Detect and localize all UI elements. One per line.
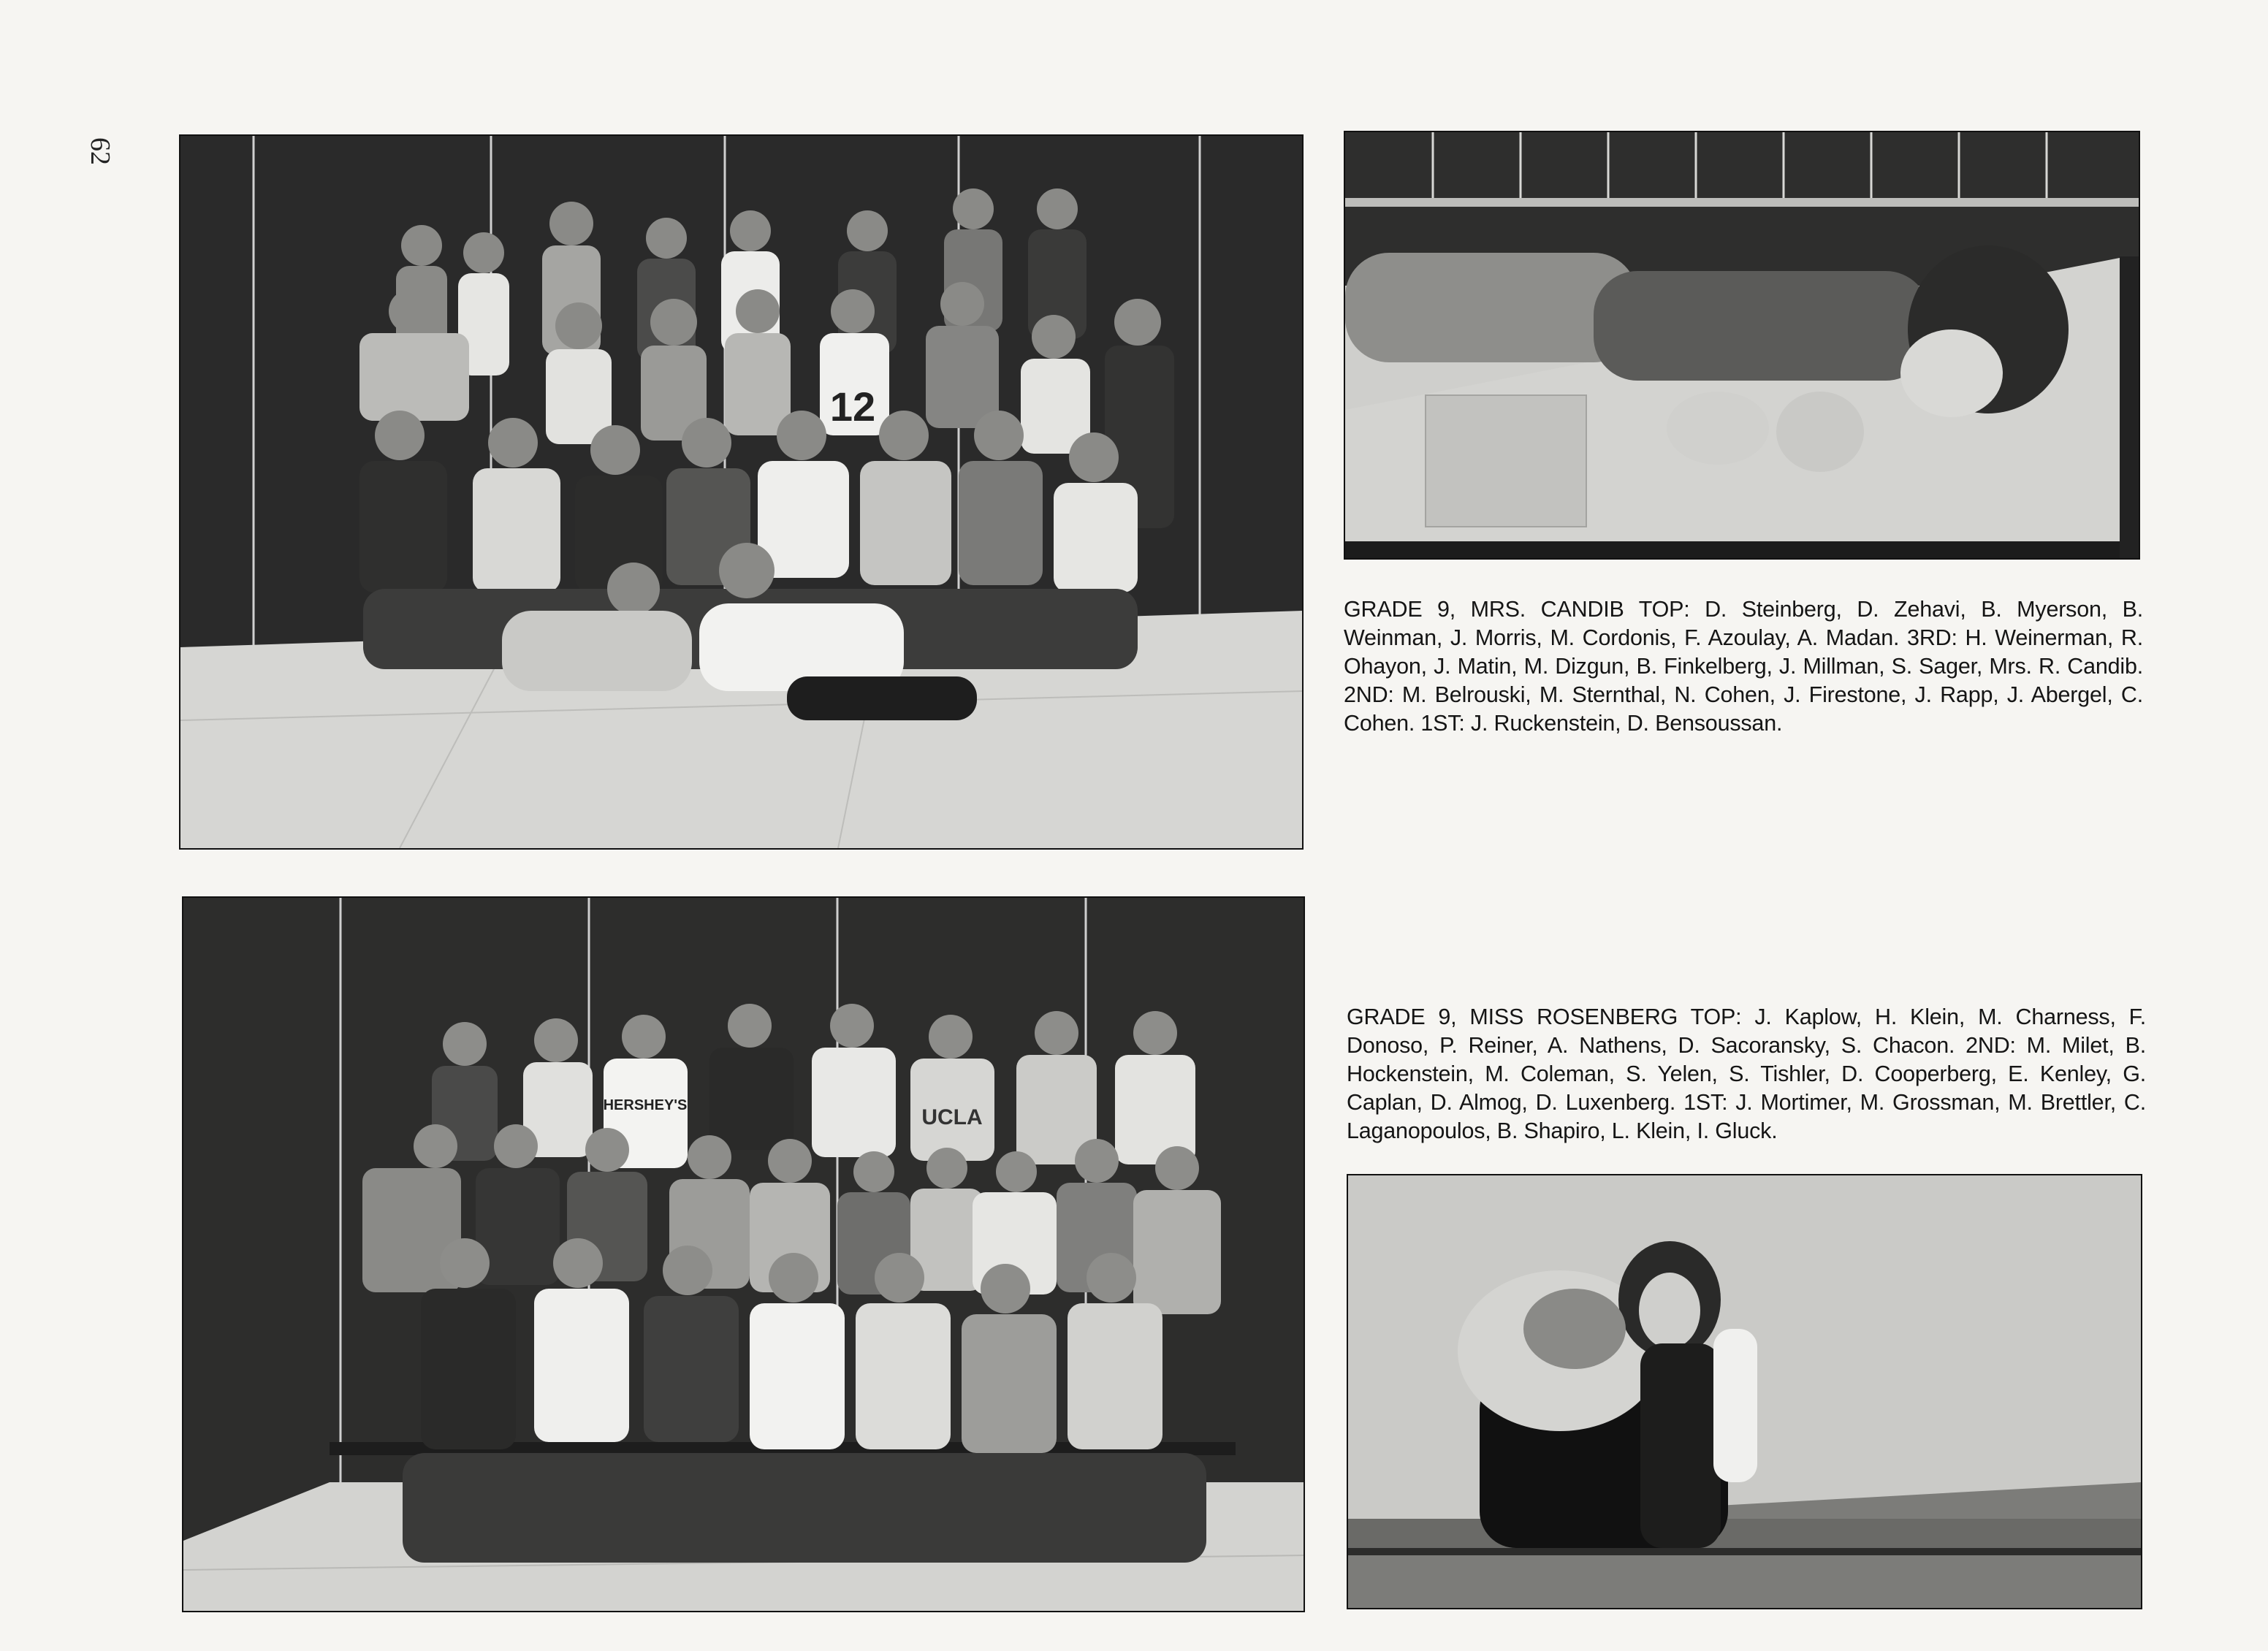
page-number: 62 — [85, 137, 115, 165]
candib-caption: GRADE 9, MRS. CANDIB TOP: D. Steinberg, D. Zehavi, B. Myerson, B. Weinman, J. Morris, M. Cordonis, F. Azoulay, A. Madan. 3RD: H. Weinerman, R. Ohayon, J. Matin, M. Dizgun, B. Finkelberg, J. Millman, S. Sager, Mrs. R. Candib. 2ND: M. Belrouski, M. Sternthal, N. Cohen, J. Firestone, J. Rapp, J. Abergel, C. Cohen. 1ST: J. Ruckenstein, D. Bensoussan. — [1344, 597, 2143, 736]
shirt-hersheys-text: HERSHEY'S — [603, 1097, 688, 1113]
two-students-photo — [1347, 1174, 2142, 1609]
rosenberg-caption: GRADE 9, MISS ROSENBERG TOP: J. Kaplow, H. Klein, M. Charness, F. Donoso, P. Reiner, A. Nathens, D. Sacoransky, S. Chacon. 2ND: M. Milet, B. Hockenstein, M. Coleman, S. Yelen, S. Tishler, D. Cooperberg, E. Kenley, G. Caplan, D. Almog, D. Luxenberg. 1ST: J. Mortimer, M. Grossman, M. Brettler, C. Laganopoulos, B. Shapiro, L. Klein, I. Gluck. — [1347, 1004, 2146, 1143]
candib-class-photo — [179, 134, 1304, 850]
jersey-number: 12 — [829, 384, 876, 430]
shirt-ucla-text: UCLA — [921, 1105, 983, 1129]
rosenberg-class-photo — [182, 896, 1305, 1612]
student-lying-photo — [1344, 131, 2140, 560]
